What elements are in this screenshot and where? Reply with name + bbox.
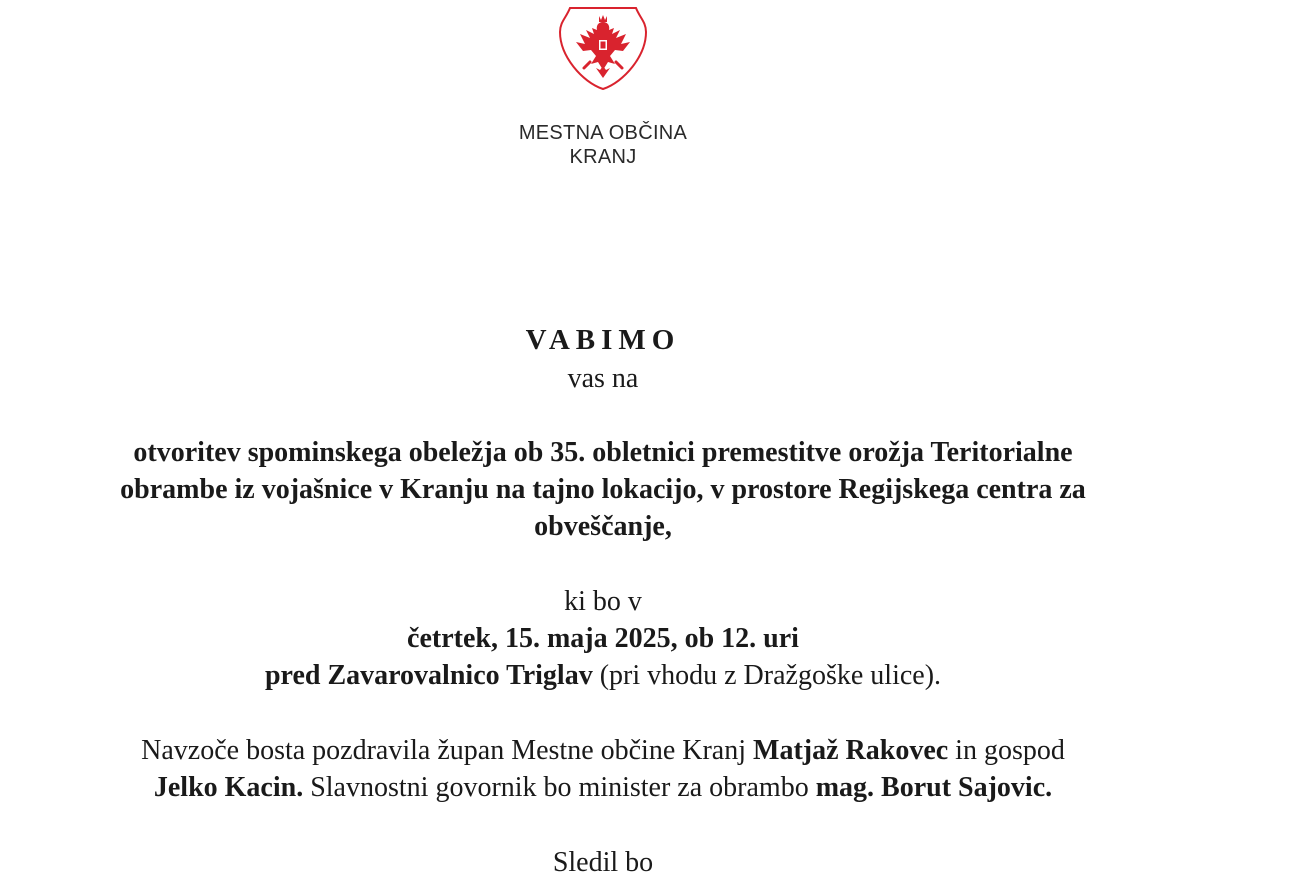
event-place bbox=[0, 657, 1206, 694]
greeting-line-2 bbox=[0, 769, 1206, 806]
invitation-title: VABIMO bbox=[525, 324, 681, 356]
place-name: pred Zavarovalnico Triglav bbox=[264, 660, 593, 691]
minister-name: mag. Borut Sajovic. bbox=[815, 772, 1053, 803]
event-line-1: otvoritev spominskega obeležja ob 35. obletnici premestitve orožja Teritorialne bbox=[133, 437, 1073, 468]
greeting-text-2: in gospod bbox=[948, 735, 1065, 766]
greeting-text-1: Navzoče bosta pozdravila župan Mestne občine Kranj bbox=[141, 735, 754, 766]
program-continuation: Sledil bo bbox=[552, 847, 654, 878]
event-line-2: obrambe iz vojašnice v Kranju na tajno lokacijo, v prostore Regijskega centra za bbox=[120, 474, 1086, 505]
place-note: (pri vhodu z Dražgoške ulice). bbox=[592, 660, 942, 691]
greeting-line-1 bbox=[0, 732, 1206, 769]
organization-name bbox=[453, 121, 753, 169]
org-line-2: KRANJ bbox=[569, 146, 637, 168]
invitation-intro: vas na bbox=[567, 363, 639, 394]
event-date-time: četrtek, 15. maja 2025, ob 12. uri bbox=[407, 623, 799, 654]
mayor-name: Matjaž Rakovec bbox=[753, 735, 949, 766]
coat-of-arms-eagle-icon bbox=[558, 4, 648, 92]
guest-name: Jelko Kacin. bbox=[153, 772, 304, 803]
event-line-3: obveščanje, bbox=[534, 511, 672, 542]
when-intro: ki bo v bbox=[564, 586, 642, 617]
greeting-text-3: Slavnostni govornik bo minister za obrambo bbox=[303, 772, 816, 803]
org-line-1: MESTNA OBČINA bbox=[518, 122, 688, 144]
